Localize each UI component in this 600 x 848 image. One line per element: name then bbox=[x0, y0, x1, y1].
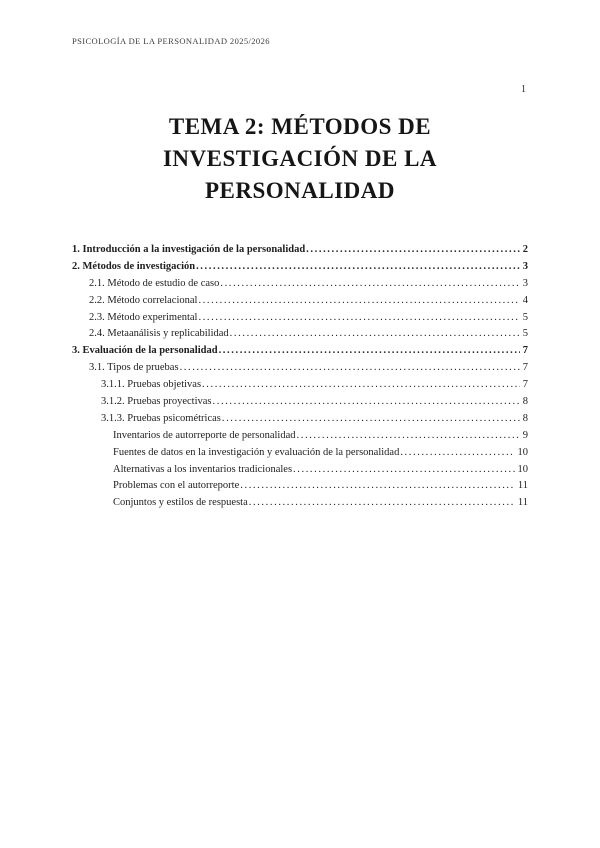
toc-entry-label: Problemas con el autorreporte bbox=[113, 480, 240, 492]
toc-entry-label: 2.1. Método de estudio de caso bbox=[89, 277, 220, 289]
toc-entry-label: 3. Evaluación de la personalidad bbox=[72, 345, 218, 357]
toc-dot-leader bbox=[240, 480, 515, 491]
toc-entry[interactable] bbox=[72, 328, 528, 345]
toc-entry-label: 2. Métodos de investigación bbox=[72, 260, 196, 272]
toc-entry-page: 8 bbox=[522, 412, 528, 424]
toc-entry-label: 2.3. Método experimental bbox=[89, 311, 198, 323]
toc-entry-page: 7 bbox=[522, 345, 528, 357]
toc-entry-page: 2 bbox=[522, 244, 528, 255]
toc-entry[interactable] bbox=[72, 464, 528, 481]
toc-entry-label: 2.4. Metaanálisis y replicabilidad bbox=[89, 328, 229, 340]
toc-entry-label: 3.1.3. Pruebas psicométricas bbox=[101, 412, 221, 424]
toc-entry-page: 11 bbox=[517, 497, 528, 509]
toc-entry-page: 5 bbox=[522, 311, 528, 323]
toc-entry[interactable] bbox=[72, 480, 528, 497]
toc-entry[interactable] bbox=[72, 430, 528, 447]
toc-entry-label: 3.1. Tipos de pruebas bbox=[89, 362, 179, 374]
page-title bbox=[72, 111, 528, 207]
toc-entry[interactable] bbox=[72, 413, 528, 430]
table-of-contents bbox=[72, 244, 528, 514]
toc-dot-leader bbox=[297, 430, 520, 441]
page-title-line-3: PERSONALIDAD bbox=[204, 178, 396, 203]
page-number: 1 bbox=[521, 84, 526, 95]
toc-dot-leader bbox=[219, 345, 520, 356]
toc-entry-label: 3.1.2. Pruebas proyectivas bbox=[101, 396, 212, 408]
toc-entry-page: 5 bbox=[522, 328, 528, 340]
toc-entry-label: Alternativas a los inventarios tradicionales bbox=[113, 463, 293, 475]
toc-entry[interactable] bbox=[72, 396, 528, 413]
toc-entry-page: 9 bbox=[522, 429, 528, 441]
toc-entry-page: 11 bbox=[517, 480, 528, 492]
toc-dot-leader bbox=[196, 261, 520, 272]
toc-dot-leader bbox=[249, 497, 515, 508]
toc-entry-page: 3 bbox=[522, 260, 528, 272]
toc-entry[interactable] bbox=[72, 497, 528, 514]
toc-entry[interactable] bbox=[72, 278, 528, 295]
toc-entry[interactable] bbox=[72, 261, 528, 278]
toc-entry-label: Fuentes de datos en la investigación y evaluación de la personalidad bbox=[113, 446, 400, 458]
toc-entry[interactable] bbox=[72, 295, 528, 312]
toc-dot-leader bbox=[213, 396, 520, 407]
toc-entry[interactable] bbox=[72, 379, 528, 396]
toc-entry-page: 4 bbox=[522, 294, 528, 306]
toc-dot-leader bbox=[293, 464, 514, 475]
toc-entry-page: 10 bbox=[517, 463, 528, 475]
toc-entry-label: 1. Introducción a la investigación de la personalidad bbox=[72, 244, 306, 255]
toc-entry-page: 7 bbox=[522, 379, 528, 391]
toc-dot-leader bbox=[230, 328, 520, 339]
toc-dot-leader bbox=[198, 312, 519, 323]
toc-entry-page: 10 bbox=[517, 446, 528, 458]
toc-entry[interactable] bbox=[72, 447, 528, 464]
toc-entry[interactable] bbox=[72, 244, 528, 261]
toc-dot-leader bbox=[222, 413, 520, 424]
toc-entry[interactable] bbox=[72, 345, 528, 362]
page-header: PSICOLOGÍA DE LA PERSONALIDAD 2025/2026 bbox=[72, 36, 270, 46]
toc-entry-page: 7 bbox=[522, 362, 528, 374]
toc-entry-page: 8 bbox=[522, 396, 528, 408]
toc-dot-leader bbox=[306, 244, 520, 255]
toc-entry-label: 3.1.1. Pruebas objetivas bbox=[101, 379, 202, 391]
toc-dot-leader bbox=[220, 278, 519, 289]
toc-dot-leader bbox=[202, 379, 520, 390]
toc-dot-leader bbox=[198, 295, 519, 306]
page-title-line-1: TEMA 2: MÉTODOS DE bbox=[168, 114, 432, 139]
page-title-line-2: INVESTIGACIÓN DE LA bbox=[162, 146, 438, 171]
toc-entry[interactable] bbox=[72, 312, 528, 329]
toc-dot-leader bbox=[400, 447, 514, 458]
toc-dot-leader bbox=[180, 362, 520, 373]
toc-entry-label: Inventarios de autorreporte de personalidad bbox=[113, 429, 296, 441]
toc-entry[interactable] bbox=[72, 362, 528, 379]
toc-entry-label: 2.2. Método correlacional bbox=[89, 294, 198, 306]
toc-entry-page: 3 bbox=[522, 277, 528, 289]
toc-entry-label: Conjuntos y estilos de respuesta bbox=[113, 497, 248, 509]
